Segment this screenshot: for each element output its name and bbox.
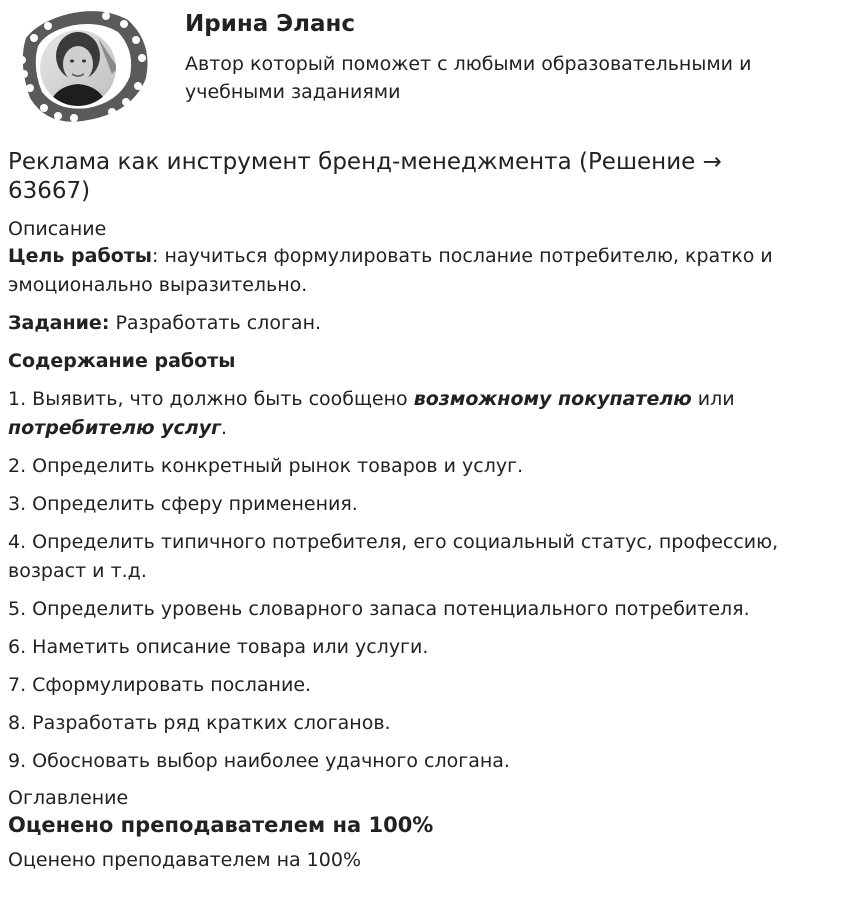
goal-label: Цель работы [8, 245, 152, 267]
toc-label: Оглавление [8, 787, 129, 809]
goal-paragraph [8, 242, 808, 300]
task-text: Разработать слоган. [109, 312, 322, 334]
author-description: Автор который поможет с любыми образовательными и учебными заданиями [185, 53, 752, 103]
document-content [8, 148, 808, 884]
rating-heading: Оценено преподавателем на 100% [8, 813, 434, 837]
list-item: 2. Определить конкретный рынок товаров и услуг. [8, 455, 524, 477]
list-item: 8. Разработать ряд кратких слоганов. [8, 712, 391, 734]
description-label: Описание [8, 218, 107, 240]
content-heading: Содержание работы [8, 350, 236, 372]
rating-text: Оценено преподавателем на 100% [8, 849, 362, 871]
author-name[interactable]: Ирина Эланс [185, 11, 356, 37]
author-avatar [8, 8, 153, 126]
page-title: Реклама как инструмент бренд-менеджмента (Решение → 63667) [8, 149, 722, 204]
emphasis-consumer: потребителю услуг [8, 417, 222, 439]
list-item: 6. Наметить описание товара или услуги. [8, 636, 429, 658]
list-item: 4. Определить типичного потребителя, его социальный статус, профессию, возраст и т.д. [8, 531, 779, 582]
author-block [8, 8, 838, 128]
list-item: 5. Определить уровень словарного запаса потенциального потребителя. [8, 598, 750, 620]
list-item: 7. Сформулировать послание. [8, 674, 312, 696]
task-label: Задание: [8, 312, 110, 334]
list-item: 3. Определить сферу применения. [8, 493, 358, 515]
list-item: 1. Выявить, что должно быть сообщено возможному покупателю или потребителю услуг. [8, 388, 735, 439]
goal-text: : научиться формулировать послание потребителю, кратко и эмоционально выразительно. [8, 245, 773, 296]
list-item: 9. Обосновать выбор наиболее удачного слогана. [8, 750, 510, 772]
task-paragraph [8, 309, 808, 338]
emphasis-buyer: возможному покупателю [413, 388, 692, 410]
